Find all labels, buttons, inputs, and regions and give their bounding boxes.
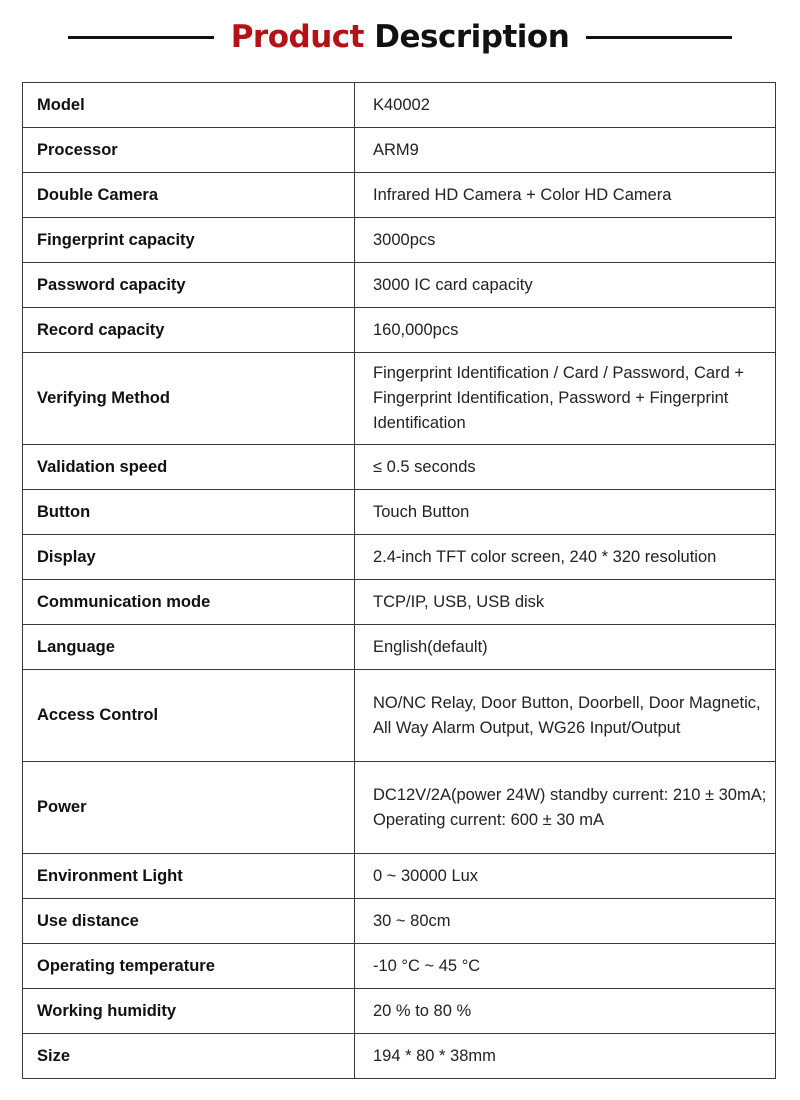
spec-value: English(default): [355, 625, 776, 670]
spec-value: 30 ~ 80cm: [355, 899, 776, 944]
spec-row-communication-mode: [23, 580, 776, 625]
spec-label: Processor: [23, 128, 355, 173]
spec-row-password-capacity: [23, 263, 776, 308]
spec-label: Language: [23, 625, 355, 670]
spec-label: Access Control: [23, 670, 355, 762]
spec-label: Model: [23, 83, 355, 128]
spec-value: DC12V/2A(power 24W) standby current: 210 ± 30mA; Operating current: 600 ± 30 mA: [355, 762, 776, 854]
spec-row-language: [23, 625, 776, 670]
spec-value: ≤ 0.5 seconds: [355, 445, 776, 490]
spec-value: Infrared HD Camera + Color HD Camera: [355, 173, 776, 218]
spec-value: 20 % to 80 %: [355, 989, 776, 1034]
spec-row-size: [23, 1034, 776, 1079]
spec-row-verifying-method: [23, 353, 776, 445]
spec-value: K40002: [355, 83, 776, 128]
spec-row-environment-light: [23, 854, 776, 899]
spec-row-model: [23, 83, 776, 128]
header-rule-right: [586, 36, 732, 39]
spec-row-fingerprint-capacity: [23, 218, 776, 263]
spec-row-use-distance: [23, 899, 776, 944]
spec-table: [22, 82, 776, 1079]
spec-label: Button: [23, 490, 355, 535]
spec-value: NO/NC Relay, Door Button, Doorbell, Door Magnetic, All Way Alarm Output, WG26 Input/Output: [355, 670, 776, 762]
spec-value: Touch Button: [355, 490, 776, 535]
page-title: [231, 19, 570, 55]
spec-value: TCP/IP, USB, USB disk: [355, 580, 776, 625]
spec-row-record-capacity: [23, 308, 776, 353]
spec-row-access-control: [23, 670, 776, 762]
spec-row-button: [23, 490, 776, 535]
spec-row-double-camera: [23, 173, 776, 218]
spec-label: Use distance: [23, 899, 355, 944]
header-rule-left: [68, 36, 214, 39]
spec-value: 194 * 80 * 38mm: [355, 1034, 776, 1079]
spec-value: ARM9: [355, 128, 776, 173]
spec-row-processor: [23, 128, 776, 173]
spec-value: 0 ~ 30000 Lux: [355, 854, 776, 899]
spec-label: Double Camera: [23, 173, 355, 218]
spec-label: Display: [23, 535, 355, 580]
spec-row-working-humidity: [23, 989, 776, 1034]
spec-value: Fingerprint Identification / Card / Password, Card + Fingerprint Identification, Password + Fingerprint Identification: [355, 353, 776, 445]
spec-row-power: [23, 762, 776, 854]
spec-label: Password capacity: [23, 263, 355, 308]
spec-label: Record capacity: [23, 308, 355, 353]
spec-label: Operating temperature: [23, 944, 355, 989]
spec-row-validation-speed: [23, 445, 776, 490]
spec-label: Fingerprint capacity: [23, 218, 355, 263]
spec-row-display: [23, 535, 776, 580]
spec-value: 160,000pcs: [355, 308, 776, 353]
spec-label: Verifying Method: [23, 353, 355, 445]
title-rest: Description: [374, 19, 570, 55]
spec-value: 2.4-inch TFT color screen, 240 * 320 resolution: [355, 535, 776, 580]
spec-label: Working humidity: [23, 989, 355, 1034]
spec-label: Environment Light: [23, 854, 355, 899]
spec-value: 3000 IC card capacity: [355, 263, 776, 308]
spec-value: -10 °C ~ 45 °C: [355, 944, 776, 989]
spec-label: Size: [23, 1034, 355, 1079]
spec-row-operating-temperature: [23, 944, 776, 989]
spec-label: Communication mode: [23, 580, 355, 625]
title-accent: Product: [230, 19, 364, 55]
spec-label: Validation speed: [23, 445, 355, 490]
spec-value: 3000pcs: [355, 218, 776, 263]
spec-label: Power: [23, 762, 355, 854]
section-header: [0, 14, 800, 60]
